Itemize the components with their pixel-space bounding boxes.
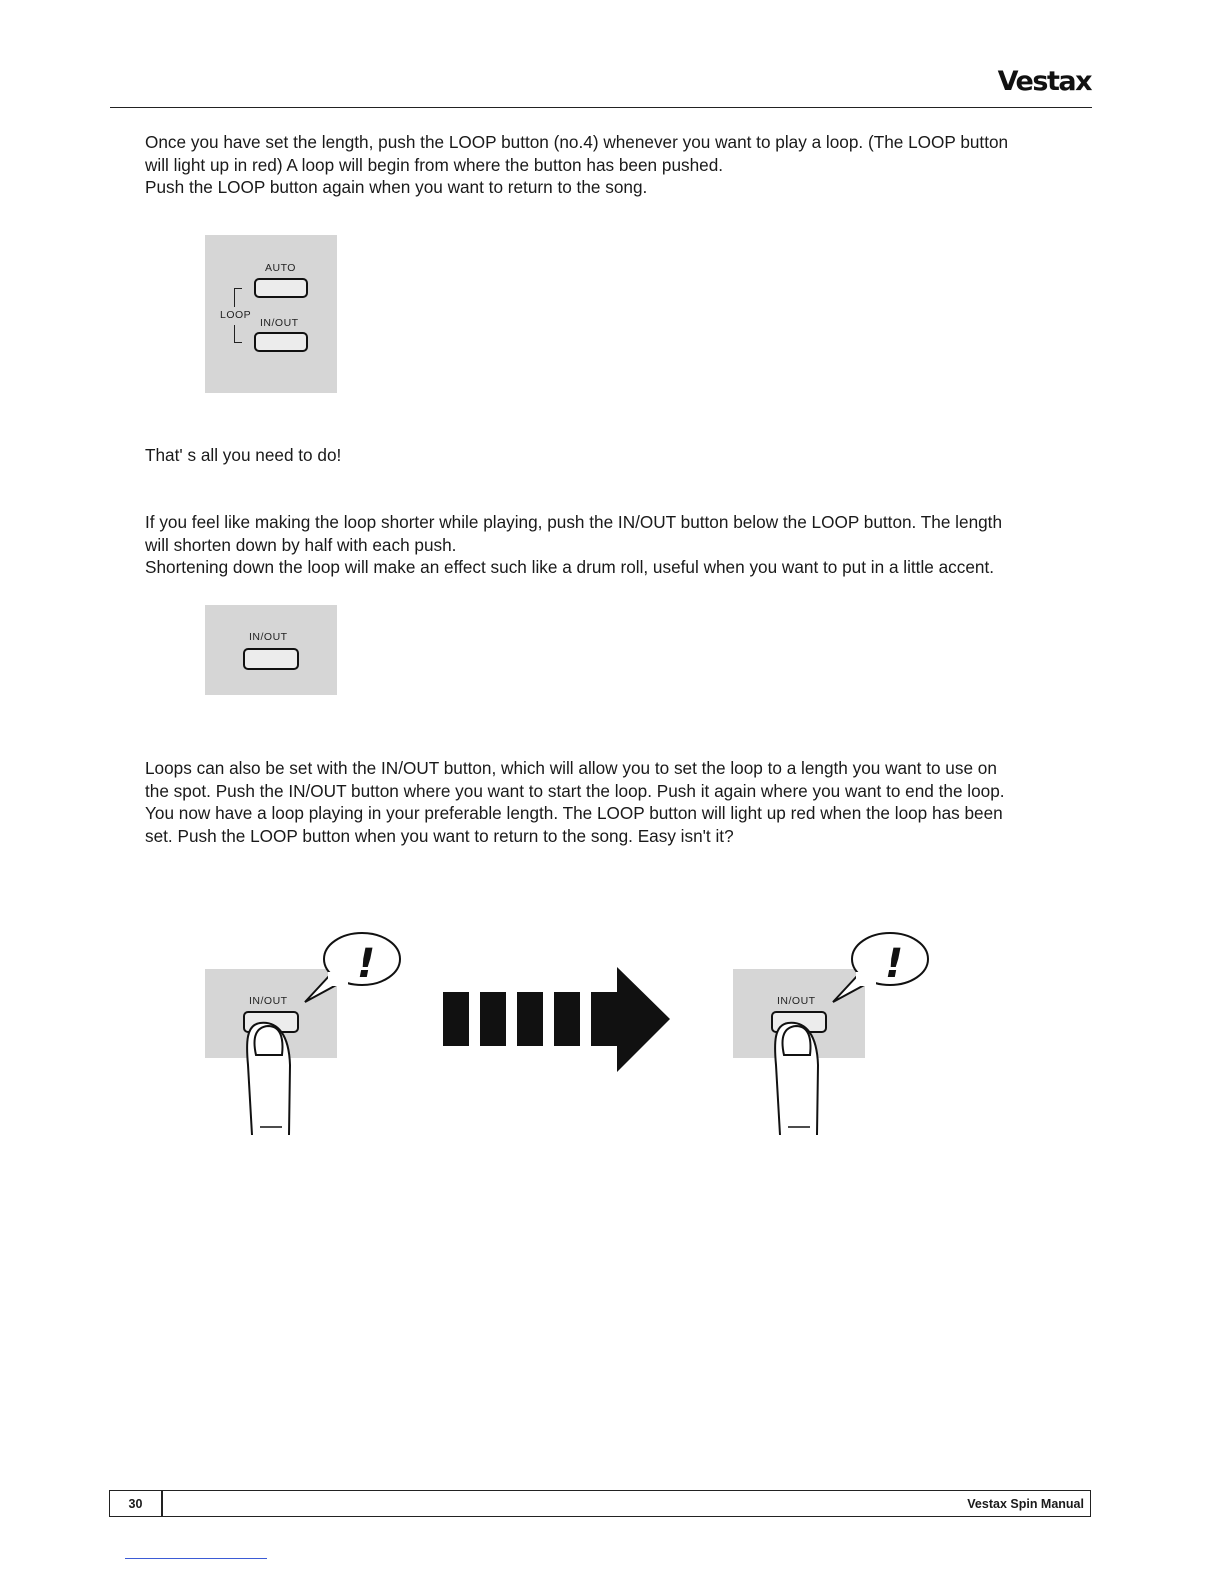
bubble-joint-mask [328,972,348,986]
footer-divider [161,1490,163,1517]
text-line: That' s all you need to do! [145,445,342,465]
text-line: If you feel like making the loop shorter while playing, push the IN/OUT button below the LOOP button. The length [145,512,1003,532]
manual-title: Vestax Spin Manual [967,1497,1084,1511]
arrow-dash [517,992,543,1046]
inout-label: IN/OUT [249,631,288,643]
arrow-head [591,967,670,1072]
paragraph-shorten-loop [145,511,1095,579]
footer-bar [109,1490,1091,1517]
finger-press-illustration-left [200,925,410,1140]
header-rule [110,107,1092,108]
text-line: Push the LOOP button again when you want to return to the song. [145,177,648,197]
arrow-dash [480,992,506,1046]
inout-label: IN/OUT [777,995,816,1007]
brand-logo: Vestax [997,66,1091,97]
text-line: You now have a loop playing in your preferable length. The LOOP button will light up red when the loop has been [145,803,1003,823]
text-line: Loops can also be set with the IN/OUT button, which will allow you to set the loop to a length you want to use on [145,758,997,778]
text-line: Shortening down the loop will make an effect such like a drum roll, useful when you want to put in a little accent. [145,557,995,577]
exclamation-icon: ! [357,941,376,987]
text-line: Once you have set the length, push the LOOP button (no.4) whenever you want to play a loop. (The LOOP button [145,132,1009,152]
page-number: 30 [128,1497,143,1511]
text-line: will shorten down by half with each push. [145,534,457,555]
inout-button [243,648,299,670]
inout-button [254,332,308,352]
auto-label: AUTO [265,262,296,274]
text-line: the spot. Push the IN/OUT button where you want to start the loop. Push it again where you want to end the loop. [145,780,1005,801]
loop-bracket-bottom [234,325,242,343]
fingernail-icon [783,1026,811,1055]
exclamation-icon: ! [885,941,904,987]
fingernail-icon [255,1026,283,1055]
inout-button-panel [205,605,337,695]
text-line: set. Push the LOOP button when you want to return to the song. Easy isn't it? [145,825,734,846]
bubble-joint-mask [856,972,876,986]
loop-label: LOOP [220,309,252,321]
arrow-dash [554,992,580,1046]
text-line: will light up in red) A loop will begin from where the button has been pushed. [145,154,724,175]
paragraph-inout-loops [145,757,1095,847]
inout-label: IN/OUT [260,317,299,329]
finger-press-illustration-right [728,925,938,1140]
inout-label: IN/OUT [249,995,288,1007]
paragraph-loop-intro [145,131,1095,199]
paragraph-thats-all [145,444,1095,467]
auto-button [254,278,308,298]
arrow-dash [443,992,469,1046]
loop-button-panel [205,235,337,393]
sequence-arrow-icon [440,965,675,1075]
link-underline [125,1558,267,1559]
loop-bracket-top [234,288,242,307]
